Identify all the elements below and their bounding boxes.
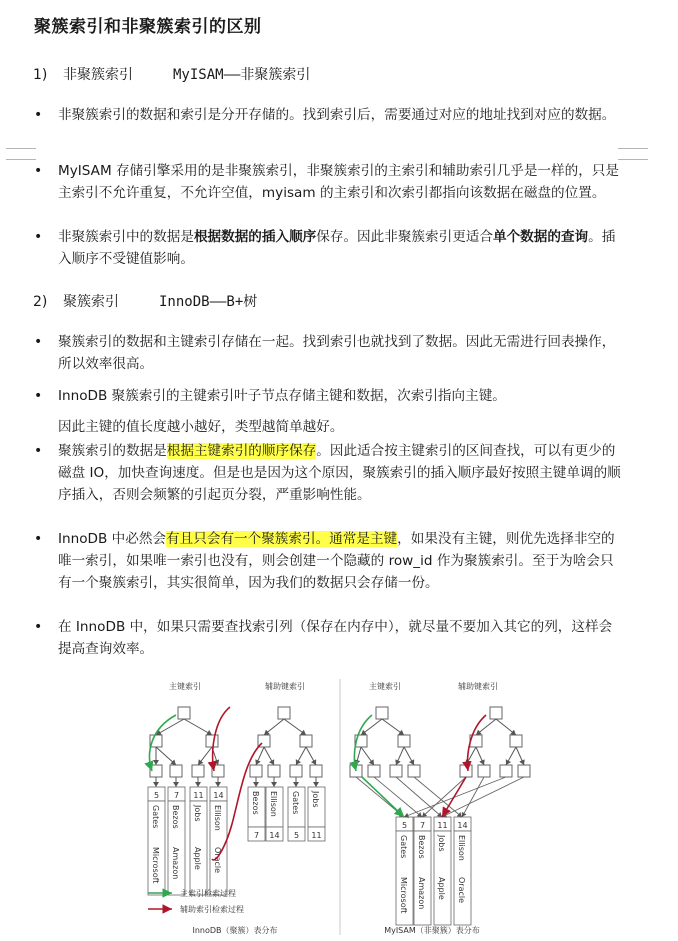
tree-edge: [156, 747, 176, 765]
tree-edge: [382, 719, 404, 735]
innodb-record-name: Bezos: [171, 805, 180, 829]
bullet-icon: •: [34, 163, 43, 179]
secondary-leaf-node: [268, 765, 280, 777]
innodb-record-name: Jobs: [193, 805, 202, 822]
bullet-icon: •: [34, 388, 43, 404]
secondary-leaf-node: [290, 765, 302, 777]
secondary-key: 7: [253, 831, 260, 840]
secondary-name: Jobs: [311, 791, 320, 808]
section-heading-nonclustered: [33, 64, 310, 84]
pointer-edge: [462, 777, 484, 817]
myisam-record-company: Amazon: [417, 877, 426, 910]
secondary-name: Bezos: [251, 791, 260, 815]
myisam-record-name: Bezos: [417, 835, 426, 859]
highlighted-text: 根据主键索引的顺序保存: [166, 443, 317, 459]
tree-edge: [296, 747, 306, 765]
paragraph: 非聚簇索引的数据和索引是分开存储的。找到索引后，需要通过对应的地址找到对应的数据。: [58, 107, 616, 123]
myisam-record-id: 14: [457, 821, 468, 830]
paragraph: MyISAM 存储引擎采用的是非聚簇索引，非聚簇索引的主索引和辅助索引几乎是一样的，只是主索引不允许重复，不允许空值，myisam 的主索引和次索引都指向该数据在磁盘的位置。: [58, 163, 619, 201]
myisam-record-name: Ellison: [457, 835, 466, 861]
myisam-primary-label: 主键索引: [369, 682, 401, 691]
text-run: 。插入顺序不受键值影响。: [58, 229, 616, 267]
section-number: 1): [33, 67, 48, 83]
secondary-leaf-node: [310, 765, 322, 777]
myisam-record-company: Oracle: [457, 877, 466, 904]
tree-edge: [306, 747, 316, 765]
section-label: 非聚簇索引: [63, 67, 133, 83]
myisam-record-company: Microsoft: [399, 877, 408, 914]
secondary-key: 5: [293, 831, 300, 840]
secondary-key: 11: [311, 831, 322, 840]
tree-edge: [396, 747, 404, 765]
tree-edge: [361, 747, 374, 765]
innodb-record-company: Amazon: [171, 847, 180, 880]
myisam-record-name: Gates: [399, 835, 408, 859]
myisam-record-id: 11: [437, 821, 448, 830]
tree-edge: [184, 719, 212, 735]
tree-edge: [284, 719, 306, 735]
text-run: InnoDB 中必然会: [58, 531, 167, 547]
paragraph-continuation: 因此主键的值长度越小越好，类型越简单越好。: [58, 419, 344, 435]
myisam-secondary-leaf-node: [518, 765, 530, 777]
primary-internal-node: [206, 735, 218, 747]
myisam-secondary-leaf-node: [500, 765, 512, 777]
bold-text: 根据数据的插入顺序: [193, 229, 317, 245]
text-run: 非聚簇索引中的数据是: [58, 229, 194, 245]
tree-edge: [264, 719, 284, 735]
text-run: 聚簇索引的数据是: [58, 443, 167, 459]
tree-edge: [516, 747, 524, 765]
paragraph: [58, 440, 623, 506]
bullet-icon: •: [34, 531, 43, 547]
secondary-name: Ellison: [269, 791, 278, 817]
section-label: 聚簇索引: [63, 294, 119, 310]
secondary-internal-node: [300, 735, 312, 747]
bullet-icon: •: [34, 619, 43, 635]
myisam-primary-leaf-node: [390, 765, 402, 777]
tree-edge: [506, 747, 516, 765]
innodb-record-company: Microsoft: [151, 847, 160, 884]
myisam-secondary-internal-node: [510, 735, 522, 747]
innodb-record-company: Oracle: [213, 847, 222, 874]
tree-edge: [476, 747, 484, 765]
secondary-key: 14: [269, 831, 280, 840]
bullet-icon: •: [34, 107, 43, 123]
page-break-marker-left: [6, 148, 36, 160]
page-title: 聚簇索引和非聚簇索引的区别: [34, 17, 262, 37]
myisam-record-id: 5: [401, 821, 408, 830]
section-heading-clustered: [33, 291, 257, 311]
bullet-icon: •: [34, 443, 43, 459]
secondary-root-node: [278, 707, 290, 719]
myisam-primary-root-node: [376, 707, 388, 719]
text-run: 保存。因此非聚簇索引更适合: [316, 229, 493, 245]
bullet-icon: •: [34, 229, 43, 245]
text-run: ，如果没有主键，则优先选择非空的唯一索引，如果唯一索引也没有，则会创建一个隐藏的 row_id 作为聚簇索引。至于为啥会只有一个聚簇索引，其实很简单，因为我们的数据只会存储一份。: [58, 531, 615, 591]
innodb-primary-label: 主键索引: [169, 682, 201, 691]
tree-edge: [361, 719, 382, 735]
bullet-icon: •: [34, 334, 43, 350]
tree-edge: [404, 747, 414, 765]
innodb-record-name: Ellison: [213, 805, 222, 831]
secondary-name: Gates: [291, 791, 300, 815]
page-break-marker-right: [618, 148, 648, 160]
innodb-record-id: 14: [213, 791, 224, 800]
tree-edge: [264, 747, 274, 765]
myisam-secondary-root-node: [490, 707, 502, 719]
myisam-secondary-leaf-node: [478, 765, 490, 777]
myisam-secondary-label: 辅助键索引: [458, 682, 498, 691]
legend-secondary-label: 辅助索引检索过程: [180, 905, 244, 914]
tree-edge: [496, 719, 516, 735]
innodb-secondary-label: 辅助键索引: [265, 682, 305, 691]
myisam-record-company: Apple: [437, 877, 446, 900]
paragraph: [58, 226, 623, 270]
innodb-record-id: 11: [193, 791, 204, 800]
pointer-edge: [422, 777, 466, 817]
paragraph: 聚簇索引的数据和主键索引存储在一起。找到索引也就找到了数据。因此无需进行回表操作，所以效率很高。: [58, 334, 616, 372]
myisam-record-name: Jobs: [437, 835, 446, 852]
myisam-caption: MyISAM（非聚簇）表分布: [384, 926, 480, 935]
paragraph: 在 InnoDB 中，如果只需要查找索引列（保存在内存中），就尽量不要加入其它的列，这样会提高查询效率。: [58, 619, 613, 657]
innodb-record-id: 5: [153, 791, 160, 800]
myisam-primary-internal-node: [398, 735, 410, 747]
innodb-record-company: Apple: [193, 847, 202, 870]
section-number: 2): [33, 294, 48, 310]
myisam-primary-leaf-node: [368, 765, 380, 777]
innodb-caption: InnoDB（聚簇）表分布: [192, 926, 278, 935]
myisam-record-id: 7: [419, 821, 426, 830]
tree-edge: [356, 747, 361, 765]
primary-leaf-node: [170, 765, 182, 777]
index-structure-figure: [0, 659, 678, 941]
myisam-primary-leaf-node: [408, 765, 420, 777]
tree-edge: [198, 747, 212, 765]
primary-root-node: [178, 707, 190, 719]
section-engine: InnoDB——B+树: [159, 294, 258, 310]
paragraph: InnoDB 聚簇索引的主键索引叶子节点存储主键和数据，次索引指向主键。: [58, 388, 506, 404]
highlighted-text: 有且只会有一个聚簇索引。通常是主键: [166, 531, 398, 547]
paragraph: [58, 528, 623, 594]
section-engine: MyISAM——非聚簇索引: [173, 67, 311, 83]
innodb-record-name: Gates: [151, 805, 160, 829]
myisam-secondary-leaf-node: [460, 765, 472, 777]
legend-primary-label: 主索引检索过程: [180, 889, 236, 898]
primary-leaf-node: [192, 765, 204, 777]
innodb-record-id: 7: [173, 791, 180, 800]
bold-text: 单个数据的查询: [493, 229, 589, 245]
secondary-leaf-node: [250, 765, 262, 777]
text-run: 。因此适合按主键索引的区间查找，可以有更少的磁盘 IO，加快查询速度。但是也是因为这个原因，聚簇索引的插入顺序最好按照主键单调的顺序插入，否则会频繁的引起页分裂，严重影响性能。: [58, 443, 621, 503]
